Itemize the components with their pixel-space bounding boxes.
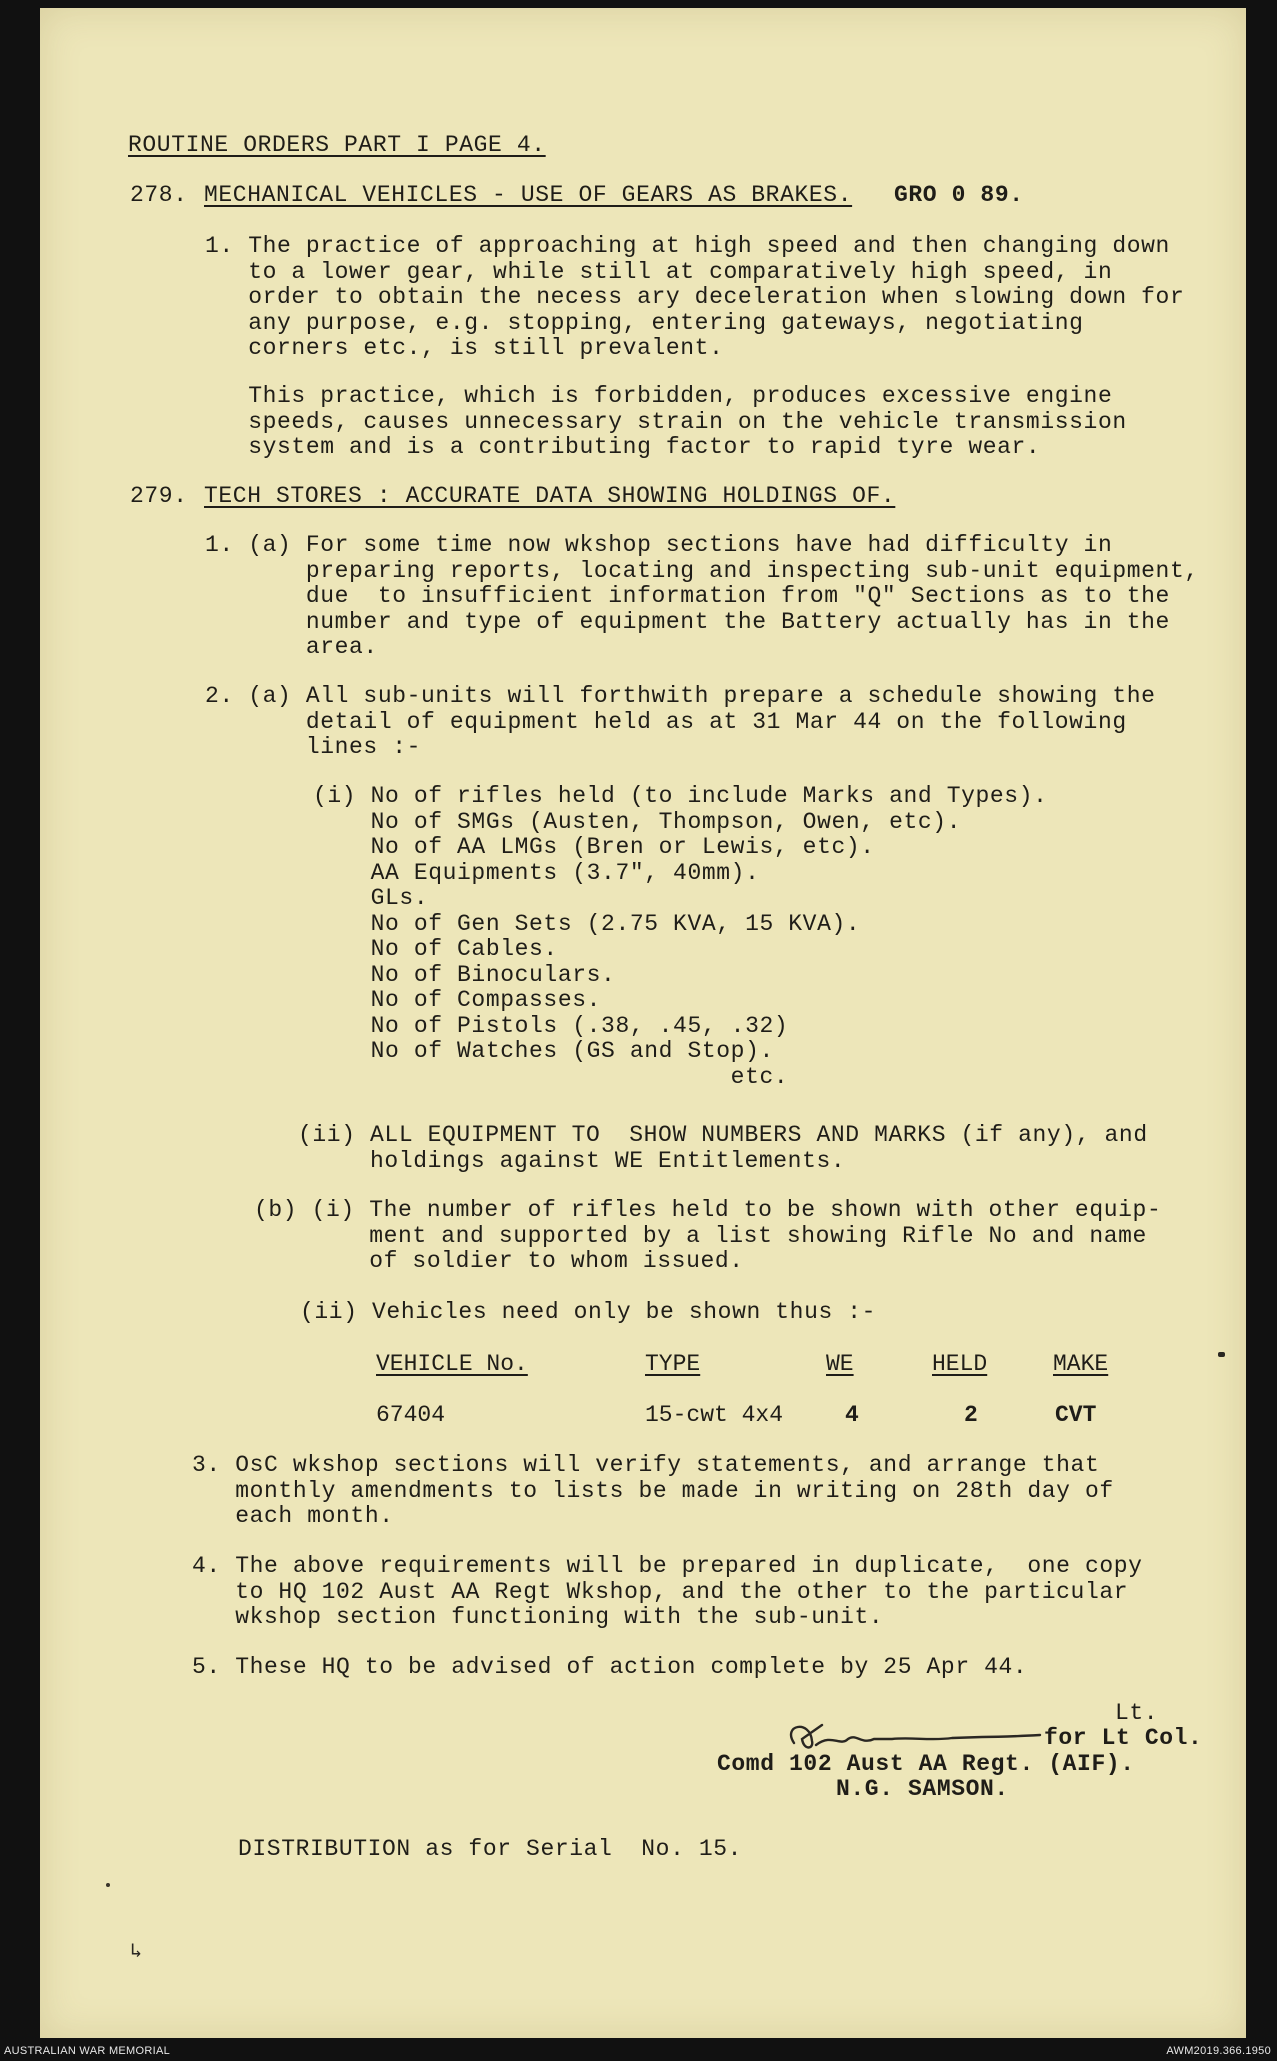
text-line: 4. The above requirements will be prepared in duplicate, one copy — [192, 1553, 1143, 1579]
document-page — [40, 8, 1246, 2038]
signature-command: Comd 102 Aust AA Regt. (AIF). — [717, 1751, 1135, 1777]
order-278-reference: GRO 0 89. — [894, 182, 1024, 208]
text-line: to a lower gear, while still at comparatively high speed, in — [205, 258, 1113, 285]
order-279-title: TECH STORES : ACCURATE DATA SHOWING HOLDINGS OF. — [204, 483, 896, 509]
table-cell-make: CVT — [1055, 1402, 1097, 1428]
vehicles-note: (ii) Vehicles need only be shown thus :- — [300, 1299, 877, 1325]
text-line: to HQ 102 Aust AA Regt Wkshop, and the other to the particular — [192, 1578, 1129, 1605]
order-279-number: 279. — [130, 483, 188, 509]
text-line: ment and supported by a list showing Rifle No and name — [254, 1222, 1147, 1249]
text-line: corners etc., is still prevalent. — [205, 335, 724, 361]
order-278-number: 278. — [130, 182, 188, 208]
text-line: any purpose, e.g. stopping, entering gateways, negotiating — [205, 309, 1084, 336]
list-item: AA Equipments (3.7", 40mm). — [313, 859, 760, 886]
list-item: GLs. — [313, 885, 429, 911]
order-278-title: MECHANICAL VEHICLES - USE OF GEARS AS BRAKES. — [204, 182, 853, 208]
signature-name: N.G. SAMSON. — [836, 1776, 1009, 1802]
list-item: No of AA LMGs (Bren or Lewis, etc). — [313, 834, 875, 860]
ink-mark — [106, 1883, 110, 1887]
text-line: (b) (i) The number of rifles held to be shown with other equip- — [254, 1197, 1162, 1223]
table-header-we: WE — [826, 1351, 854, 1377]
list-item: No of Watches (GS and Stop). — [313, 1038, 774, 1064]
list-item: (i) No of rifles held (to include Marks and Types). — [313, 783, 1048, 809]
text-line: 1. (a) For some time now wkshop sections have had difficulty in — [205, 532, 1113, 558]
table-header-held: HELD — [932, 1351, 988, 1377]
text-line: area. — [205, 634, 378, 660]
text-line: (ii) ALL EQUIPMENT TO SHOW NUMBERS AND MARKS (if any), and — [298, 1122, 1148, 1148]
archive-reference: AWM2019.366.1950 — [1166, 2045, 1271, 2057]
text-line: This practice, which is forbidden, produces excessive engine — [205, 383, 1113, 409]
table-cell-vehicle-no: 67404 — [376, 1402, 446, 1428]
list-item: No of Cables. — [313, 936, 558, 962]
text-line: speeds, causes unnecessary strain on the vehicle transmission — [205, 408, 1127, 435]
table-cell-we: 4 — [845, 1402, 859, 1428]
page-header: ROUTINE ORDERS PART I PAGE 4. — [128, 132, 546, 158]
text-line: 3. OsC wkshop sections will verify statements, and arrange that — [192, 1452, 1100, 1478]
distribution-line: DISTRIBUTION as for Serial No. 15. — [238, 1836, 743, 1862]
list-item: No of Pistols (.38, .45, .32) — [313, 1012, 789, 1039]
text-line: 1. The practice of approaching at high speed and then changing down — [205, 233, 1170, 259]
list-item: No of Gen Sets (2.75 KVA, 15 KVA). — [313, 910, 861, 937]
text-line: wkshop section functioning with the sub-unit. — [192, 1604, 884, 1630]
signature-scrawl — [782, 1715, 1044, 1755]
ink-mark — [1218, 1352, 1225, 1357]
list-item: No of Compasses. — [313, 987, 602, 1013]
text-line: holdings against WE Entitlements. — [298, 1147, 846, 1174]
text-line: lines :- — [205, 734, 422, 760]
signature-for-line: for Lt Col. — [1044, 1725, 1203, 1751]
pencil-mark: ↳ — [130, 1941, 143, 1964]
table-header-type: TYPE — [645, 1351, 701, 1377]
text-line: of soldier to whom issued. — [254, 1248, 744, 1274]
list-item: No of SMGs (Austen, Thompson, Owen, etc). — [313, 808, 962, 835]
list-item: etc. — [313, 1063, 789, 1090]
text-line: due to insufficient information from "Q" Sections as to the — [205, 583, 1170, 609]
text-line: order to obtain the necess ary deceleration when slowing down for — [205, 284, 1185, 310]
table-cell-type: 15-cwt 4x4 — [645, 1402, 784, 1428]
text-line: system and is a contributing factor to rapid tyre wear. — [205, 434, 1041, 460]
text-line: detail of equipment held as at 31 Mar 44 on the following — [205, 708, 1127, 735]
table-header-make: MAKE — [1053, 1351, 1109, 1377]
text-line: number and type of equipment the Battery actually has in the — [205, 608, 1170, 635]
order-279-para-5: 5. These HQ to be advised of action complete by 25 Apr 44. — [192, 1654, 1028, 1680]
text-line: monthly amendments to lists be made in writing on 28th day of — [192, 1477, 1114, 1504]
archive-credit: AUSTRALIAN WAR MEMORIAL — [4, 2045, 171, 2057]
table-cell-held: 2 — [964, 1402, 978, 1428]
text-line: preparing reports, locating and inspecting sub-unit equipment, — [205, 557, 1199, 584]
text-line: each month. — [192, 1503, 394, 1529]
list-item: No of Binoculars. — [313, 961, 616, 988]
text-line: 2. (a) All sub-units will forthwith prepare a schedule showing the — [205, 683, 1156, 709]
signature-rank: Lt. — [1115, 1700, 1159, 1726]
table-header-vehicle-no: VEHICLE No. — [376, 1351, 528, 1377]
